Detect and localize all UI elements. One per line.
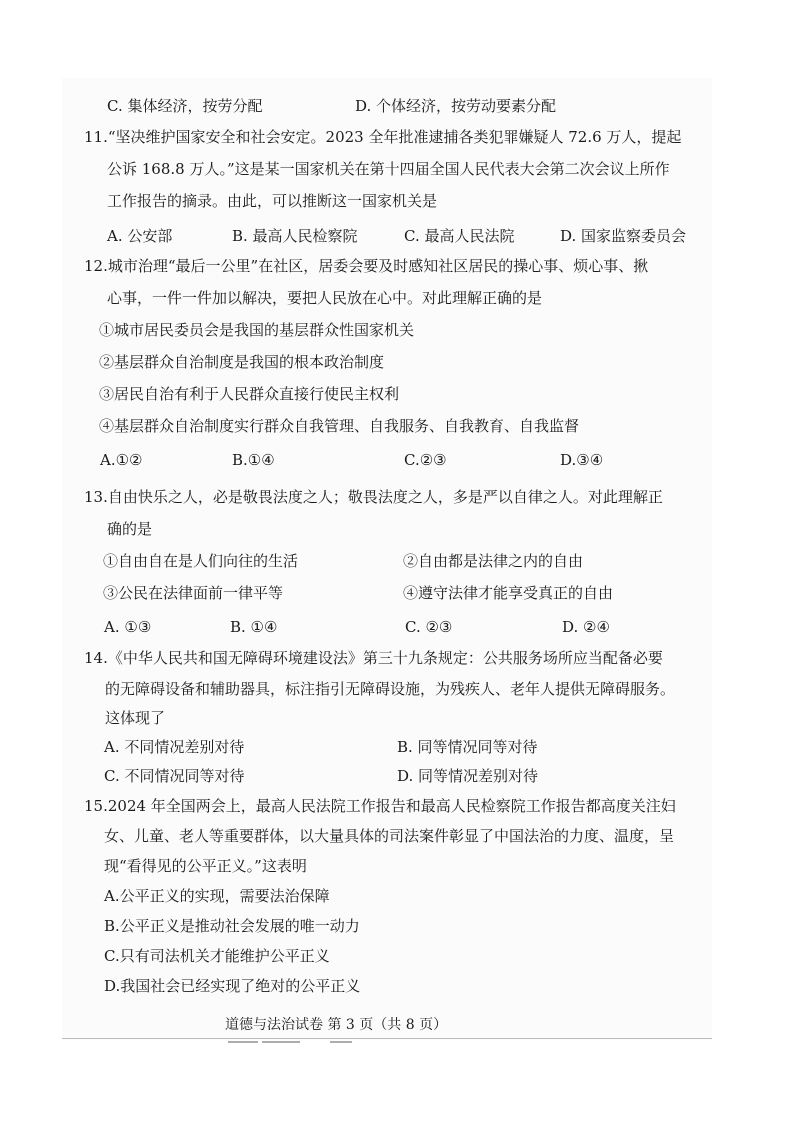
q15-stem-line2: 女、儿童、老人等重要群体，以大量具体的司法案件彰显了中国法治的力度、温度，呈 bbox=[104, 827, 675, 845]
scan-artifact bbox=[330, 1041, 352, 1052]
q14-option-b: B. 同等情况同等对待 bbox=[397, 738, 538, 756]
q13-option-c: C. ②③ bbox=[405, 618, 453, 636]
q13-option-d: D. ②④ bbox=[562, 618, 610, 636]
q14-option-d: D. 同等情况差别对待 bbox=[397, 767, 539, 785]
q14-stem-line3: 这体现了 bbox=[105, 709, 166, 727]
q13-statement-2: ②自由都是法律之内的自由 bbox=[403, 552, 584, 570]
q10-option-d: D. 个体经济，按劳动要素分配 bbox=[355, 97, 557, 115]
q13-stem-line1: 13.自由快乐之人，必是敬畏法度之人；敬畏法度之人，多是严以自律之人。对此理解正 bbox=[84, 488, 663, 506]
q12-option-c: C.②③ bbox=[404, 451, 447, 469]
q15-option-d: D.我国社会已经实现了绝对的公平正义 bbox=[104, 977, 361, 995]
q11-option-c: C. 最高人民法院 bbox=[404, 227, 515, 245]
q12-statement-2: ②基层群众自治制度是我国的根本政治制度 bbox=[99, 353, 385, 371]
q12-option-d: D.③④ bbox=[560, 451, 604, 469]
scan-artifact bbox=[228, 1041, 258, 1052]
q11-stem-line2: 公诉 168.8 万人。”这是某一国家机关在第十四届全国人民代表大会第二次会议上所作 bbox=[107, 160, 670, 178]
q15-option-c: C.只有司法机关才能维护公平正义 bbox=[104, 947, 330, 965]
q14-stem-line1: 14.《中华人民共和国无障碍环境建设法》第三十九条规定：公共服务场所应当配备必要 bbox=[84, 649, 663, 667]
q13-statement-4: ④遵守法律才能享受真正的自由 bbox=[403, 584, 614, 602]
q12-stem-line1: 12.城市治理“最后一公里”在社区，居委会要及时感知社区居民的操心事、烦心事、揪 bbox=[84, 257, 649, 275]
q11-option-d: D. 国家监察委员会 bbox=[560, 227, 687, 245]
q12-stem-line2: 心事，一件一件加以解决，要把人民放在心中。对此理解正确的是 bbox=[107, 289, 543, 307]
q13-statement-3: ③公民在法律面前一律平等 bbox=[103, 584, 284, 602]
q15-stem-line1: 15.2024 年全国两会上，最高人民法院工作报告和最高人民检察院工作报告都高度关注妇 bbox=[84, 797, 676, 815]
q13-stem-line2: 确的是 bbox=[107, 520, 153, 538]
q11-option-b: B. 最高人民检察院 bbox=[232, 227, 358, 245]
q13-option-b: B. ①④ bbox=[230, 618, 278, 636]
scan-artifact bbox=[262, 1041, 300, 1052]
q13-option-a: A. ①③ bbox=[104, 618, 152, 636]
q12-option-a: A.①② bbox=[100, 451, 143, 469]
q13-statement-1: ①自由自在是人们向往的生活 bbox=[103, 552, 299, 570]
footer-divider bbox=[62, 1038, 712, 1039]
q14-option-a: A. 不同情况差别对待 bbox=[104, 738, 245, 756]
q14-stem-line2: 的无障碍设备和辅助器具，标注指引无障碍设施，为残疾人、老年人提供无障碍服务。 bbox=[105, 680, 676, 698]
q10-option-c: C. 集体经济，按劳分配 bbox=[107, 97, 263, 115]
q15-option-a: A.公平正义的实现，需要法治保障 bbox=[104, 887, 330, 905]
q15-stem-line3: 现“看得见的公平正义。”这表明 bbox=[104, 857, 307, 875]
page-footer: 道德与法治试卷 第 3 页（共 8 页） bbox=[225, 1017, 448, 1033]
q15-option-b: B.公平正义是推动社会发展的唯一动力 bbox=[104, 917, 360, 935]
q12-option-b: B.①④ bbox=[232, 451, 275, 469]
q11-stem-line1: 11.“坚决维护国家安全和社会安定。2023 全年批准逮捕各类犯罪嫌疑人 72.6 万人，提起 bbox=[84, 128, 682, 146]
q12-statement-4: ④基层群众自治制度实行群众自我管理、自我服务、自我教育、自我监督 bbox=[99, 417, 580, 435]
q12-statement-3: ③居民自治有利于人民群众直接行使民主权利 bbox=[99, 385, 400, 403]
q12-statement-1: ①城市居民委员会是我国的基层群众性国家机关 bbox=[99, 321, 415, 339]
q11-stem-line3: 工作报告的摘录。由此，可以推断这一国家机关是 bbox=[107, 192, 438, 210]
q11-option-a: A. 公安部 bbox=[107, 227, 173, 245]
q14-option-c: C. 不同情况同等对待 bbox=[104, 767, 245, 785]
